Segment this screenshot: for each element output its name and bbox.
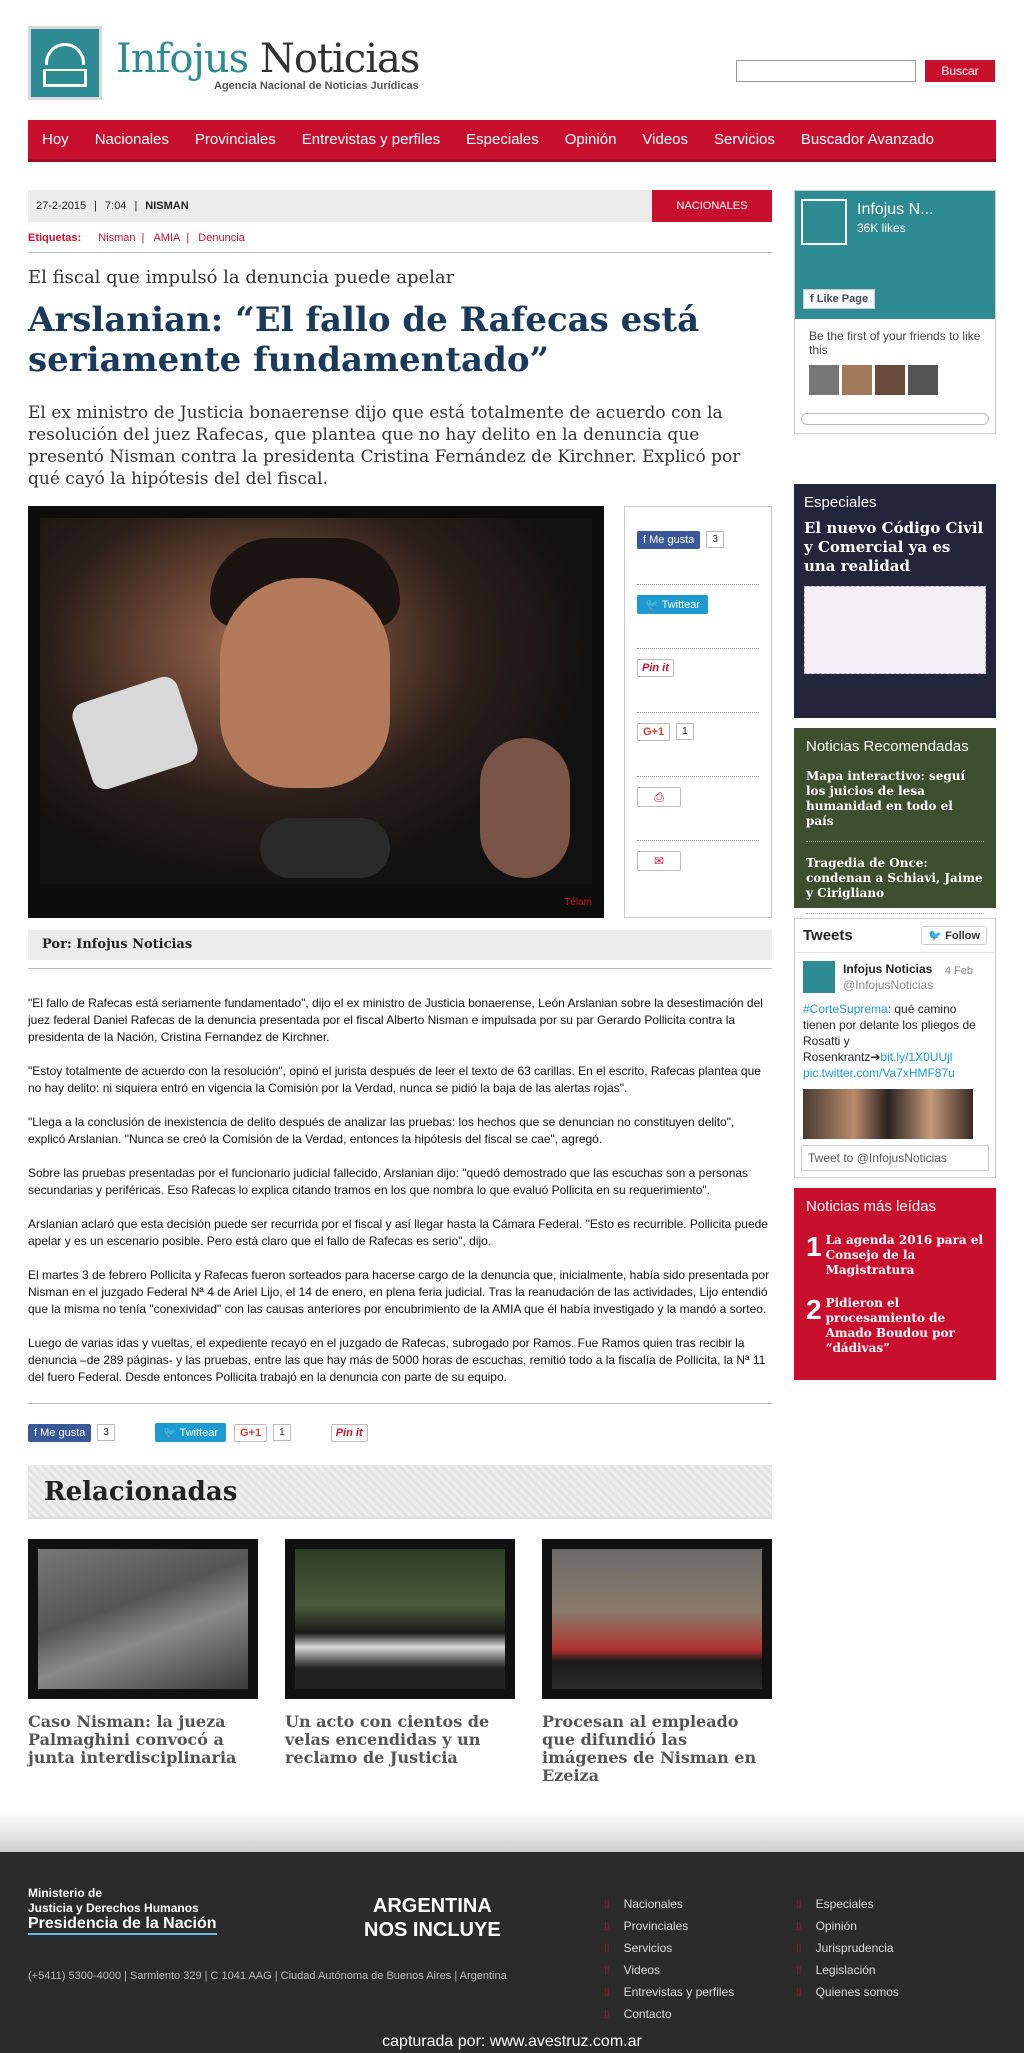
argentina-nos-incluye-logo[interactable]: ARGENTINA NOS INCLUYE (364, 1895, 501, 1941)
article-kicker: El fiscal que impulsó la denuncia puede apelar (28, 267, 455, 288)
friend-avatar (842, 365, 872, 395)
article-byline: Por: Infojus Noticias (28, 930, 772, 960)
article-meta-bar: 27-2-2015 | 7:04 | NISMAN NACIONALES (28, 190, 772, 222)
footer-link[interactable]: ⁞⁞ Contacto (604, 2004, 734, 2026)
rank-number: 2 (806, 1294, 822, 1325)
twitter-follow-button[interactable]: 🐦 Follow (921, 926, 987, 945)
envelope-icon[interactable]: ✉ (637, 851, 681, 871)
nav-item-servicios[interactable]: Servicios (714, 131, 775, 148)
nav-item-videos[interactable]: Videos (642, 131, 689, 148)
footer-link[interactable]: ⁞⁞ Entrevistas y perfiles (604, 1982, 734, 2004)
article-paragraph: "Llega a la conclusión de inexistencia de delito después de analizar las pruebas: los hechos que se denuncian no constituyen delito", explicó Arslanian. "Nunca se creó la Comisión de la Verdad, entonces la hipótesis del fiscal se cae", agregó. (28, 1115, 735, 1146)
footer-links-col2 (796, 1894, 899, 2004)
recomendada-link[interactable]: Tragedia de Once: condenan a Schiavi, Jaime y Cirigliano (806, 856, 984, 914)
article-date: 27-2-2015 (36, 200, 87, 212)
footer-link[interactable]: ⁞⁞ Quienes somos (796, 1982, 899, 2004)
site-brand[interactable]: Infojus Noticias (116, 36, 420, 82)
pinterest-button[interactable]: Pin it (637, 659, 674, 677)
tweets-title: Tweets (803, 927, 853, 944)
twitter-bird-icon: 🐦 (162, 1427, 180, 1439)
pinterest-button[interactable]: Pin it (331, 1424, 368, 1442)
twitter-bird-icon: 🐦 (928, 930, 946, 942)
footer-link[interactable]: ⁞⁞ Provinciales (604, 1916, 734, 1938)
recomendada-link[interactable]: Mapa interactivo: seguí los juicios de lesa humanidad en todo el país (806, 769, 984, 842)
related-list (28, 1539, 772, 1785)
tag-link[interactable]: AMIA (153, 232, 181, 244)
especiales-image[interactable] (804, 586, 986, 674)
site-footer (0, 1852, 1024, 2053)
related-title[interactable]: Caso Nisman: la jueza Palmaghini convocó a junta interdisciplinaria (28, 1712, 237, 1767)
footer-link[interactable]: ⁞⁞ Legislación (796, 1960, 899, 1982)
mas-leida-link[interactable]: La agenda 2016 para el Consejo de la Magistratura (825, 1233, 984, 1277)
infojus-logo-icon[interactable] (28, 26, 102, 100)
footer-link[interactable]: ⁞⁞ Servicios (604, 1938, 734, 1960)
tweet-to-input[interactable]: Tweet to @InfojusNoticias (801, 1145, 989, 1171)
footer-link[interactable]: ⁞⁞ Especiales (796, 1894, 899, 1916)
nav-item-buscador[interactable]: Buscador Avanzado (800, 131, 935, 148)
tweet-author[interactable]: Infojus Noticias (843, 962, 933, 976)
especiales-headline[interactable]: El nuevo Código Civil y Comercial ya es una realidad (804, 519, 984, 575)
google-plus-button[interactable]: G+1 (637, 723, 670, 741)
related-card[interactable] (285, 1539, 515, 1785)
mas-leida-item[interactable] (806, 1296, 984, 1356)
nav-item-nacionales[interactable]: Nacionales (94, 131, 169, 148)
google-plus-button[interactable]: G+1 (234, 1424, 267, 1442)
article-photo[interactable] (28, 506, 604, 918)
footer-link[interactable]: ⁞⁞ Nacionales (604, 1894, 734, 1916)
related-title[interactable]: Un acto con cientos de velas encendidas y un reclamo de Justicia (285, 1712, 490, 1767)
twitter-bird-icon: 🐦 (645, 599, 662, 611)
nav-item-entrevistas[interactable]: Entrevistas y perfiles (301, 131, 441, 148)
site-tagline: Agencia Nacional de Noticias Jurídicas (214, 80, 419, 92)
main-nav (28, 120, 996, 162)
tweet-handle[interactable]: @InfojusNoticias (843, 978, 934, 992)
article-topic[interactable]: NISMAN (145, 200, 189, 212)
facebook-like-count: 3 (706, 531, 724, 548)
printer-icon[interactable]: ⎙ (637, 787, 681, 807)
search-input[interactable] (736, 60, 916, 82)
facebook-like-button[interactable]: f Me gusta (637, 531, 700, 549)
rank-number: 1 (806, 1231, 822, 1262)
article-paragraph: El martes 3 de febrero Pollicita y Rafecas fueron sorteados para hacerse cargo de la denuncia que, inicialmente, había sido presentada por Nisman en el juzgado Federal Nª 4 de Ariel Lijo, el 14 de enero, en plena feria judicial. Tras la reanudación de las actividades, Lijo entendió que la misma no tenía "conexividad" con las causas anteriores por encubrimiento de la AMIA que él había investigado y la mandó a sorteo. (28, 1268, 770, 1316)
friend-avatar (809, 365, 839, 395)
article-paragraph: "El fallo de Rafecas está seriamente fundamentado", dijo el ex ministro de Justicia bonaerense, León Arslanian sobre la desestimación del juez federal Daniel Rafecas de la denuncia presentada por el fiscal Alberto Nisman e impulsada por su par Gerardo Pollicita contra la presidenta de la Nación, Cristina Fernandez de Kirchner. (28, 996, 763, 1044)
fb-friends-text: Be the first of your friends to like this (795, 319, 995, 405)
facebook-icon: f (810, 293, 817, 305)
related-title[interactable]: Procesan al empleado que difundió las imágenes de Nisman en Ezeiza (542, 1712, 757, 1785)
mas-leidas-box (794, 1188, 996, 1380)
nav-item-especiales[interactable]: Especiales (466, 131, 539, 148)
site-header (28, 22, 998, 102)
footer-address: (+5411) 5300-4000 | Sarmiento 329 | C 1041 AAG | Ciudad Autónoma de Buenos Aires | Argentina (28, 1970, 507, 1982)
search-button[interactable]: Buscar (925, 60, 995, 82)
related-card[interactable] (28, 1539, 258, 1785)
footer-link[interactable]: ⁞⁞ Videos (604, 1960, 734, 1982)
footer-link[interactable]: ⁞⁞ Jurisprudencia (796, 1938, 899, 1960)
tweet-avatar[interactable] (803, 961, 835, 993)
ministry-logo[interactable]: Ministerio de Justicia y Derechos Humanos Presidencia de la Nación (28, 1886, 217, 1935)
capture-credit: capturada por: www.avestruz.com.ar (382, 2033, 642, 2050)
section-badge[interactable]: NACIONALES (652, 190, 772, 222)
fb-page-name[interactable]: Infojus N... (857, 201, 934, 218)
especiales-title: Especiales (804, 494, 877, 511)
tags-row: Etiquetas: Nisman | AMIA | Denuncia (28, 232, 772, 253)
tweet[interactable]: Infojus Noticias @InfojusNoticias 4 Feb #CorteSuprema: qué camino tienen por delante los pliegos de Rosatti y Rosenkrantz➔bit.ly/1X0UUjl pic.twitter.com/Va7xHMF87u (795, 953, 995, 1089)
google-plus-count: 1 (676, 723, 694, 740)
especiales-box (794, 484, 996, 718)
recomendadas-box (794, 728, 996, 908)
twitter-share-button[interactable]: 🐦 Twittear (155, 1423, 226, 1442)
tweet-link[interactable]: bit.ly/1X0UUjl (880, 1050, 953, 1064)
article-paragraph: "Estoy totalmente de acuerdo con la resolución", opinó el jurista después de leer el texto de 63 carillas. En el escrito, Rafecas plantea que no hay delito: ni siquiera entró en vigencia la Comisión por la Verdad, nunca se pidió la baja de las alertas rojas". (28, 1064, 761, 1095)
mas-leida-link[interactable]: Pidieron el procesamiento de Amado Boudou por “dádivas” (825, 1296, 955, 1355)
share-bar-bottom (28, 1403, 772, 1443)
footer-links-col1 (604, 1894, 734, 2026)
facebook-like-button[interactable]: f Me gusta (28, 1424, 91, 1442)
infojus-logo-icon[interactable] (801, 199, 847, 245)
friend-avatar (908, 365, 938, 395)
related-heading: Relacionadas (28, 1465, 772, 1519)
nav-item-opinion[interactable]: Opinión (564, 131, 617, 148)
recomendadas-title: Noticias Recomendadas (806, 738, 969, 755)
friend-avatar (875, 365, 905, 395)
tweet-pic-link[interactable]: pic.twitter.com/Va7xHMF87u (803, 1066, 955, 1080)
related-card[interactable] (542, 1539, 772, 1785)
facebook-page-widget (794, 190, 996, 434)
sidebar (794, 190, 996, 1380)
related-thumbnail[interactable] (285, 1539, 515, 1699)
facebook-icon: f (34, 1426, 41, 1439)
article-column (28, 190, 772, 1785)
article-paragraph: Luego de varias idas y vueltas, el expediente recayó en el juzgado de Rafecas, subrogado por Ramos. Fue Ramos quien tras recibir la denuncia –de 289 páginas- y las pruebas, entre las que hay más de 5000 horas de escuchas, remitió todo a la fiscalía de Pollicita, la Nª 11 del fuero Federal. Desde entonces Pollicita trabajó en la denuncia con parte de su equipo. (28, 1336, 766, 1384)
tweet-date: 4 Feb (944, 965, 973, 977)
tweet-hashtag[interactable]: #CorteSuprema (803, 1002, 888, 1016)
article-paragraph: Sobre las pruebas presentadas por el funcionario judicial fallecido, Arslanian dijo: "quedó demostrado que las escuchas son a personas secundarias y periféricas. Eso Rafecas lo explica citando tramos en los que nombra lo que evaluó Pollicita en su requerimiento". (28, 1166, 749, 1197)
facebook-icon: f (643, 534, 650, 546)
tag-link[interactable]: Denuncia (198, 232, 245, 244)
tag-link[interactable]: Nisman (98, 232, 136, 244)
fb-page-likes: 36K likes (857, 221, 906, 235)
fb-like-page-button[interactable]: f Like Page (803, 289, 875, 309)
fb-scrollbar[interactable] (801, 413, 989, 425)
footer-link[interactable]: ⁞⁞ Opinión (796, 1916, 899, 1938)
article-lead: El ex ministro de Justicia bonaerense dijo que está totalmente de acuerdo con la resolución del juez Rafecas, que plantea que no hay delito en la denuncia que presentó Nisman contra la presidenta Cristina Fernández de Kirchner. Explicó por qué cayó la hipótesis del del fiscal. (28, 403, 741, 489)
mas-leida-item[interactable] (806, 1233, 984, 1278)
nav-item-provinciales[interactable]: Provinciales (194, 131, 276, 148)
related-thumbnail[interactable] (28, 1539, 258, 1699)
nav-item-hoy[interactable]: Hoy (42, 131, 69, 148)
article-headline: Arslanian: “El fallo de Rafecas está seriamente fundamentado” (28, 300, 700, 380)
article-paragraph: Arslanian aclaró que esta decisión puede ser recurrida por el fiscal y así llegar hasta la Cámara Federal. "Esto es recurrible. Pollicita puede apelar y es un escenario posible. Pero está claro que el fallo de Rafecas es serio", dijo. (28, 1217, 768, 1248)
mas-leidas-title: Noticias más leídas (806, 1198, 937, 1215)
article-body (28, 995, 772, 1386)
tags-label: Etiquetas: (28, 232, 82, 244)
facebook-like-count: 3 (97, 1424, 115, 1441)
tweet-image[interactable] (803, 1089, 973, 1139)
google-plus-count: 1 (273, 1424, 291, 1441)
twitter-share-button[interactable]: 🐦 Twittear (637, 595, 708, 614)
article-time: 7:04 (105, 200, 127, 212)
share-column (624, 506, 772, 918)
photo-credit: Télam (564, 897, 592, 908)
media-row (28, 506, 772, 918)
related-thumbnail[interactable] (542, 1539, 772, 1699)
twitter-widget (794, 918, 996, 1178)
